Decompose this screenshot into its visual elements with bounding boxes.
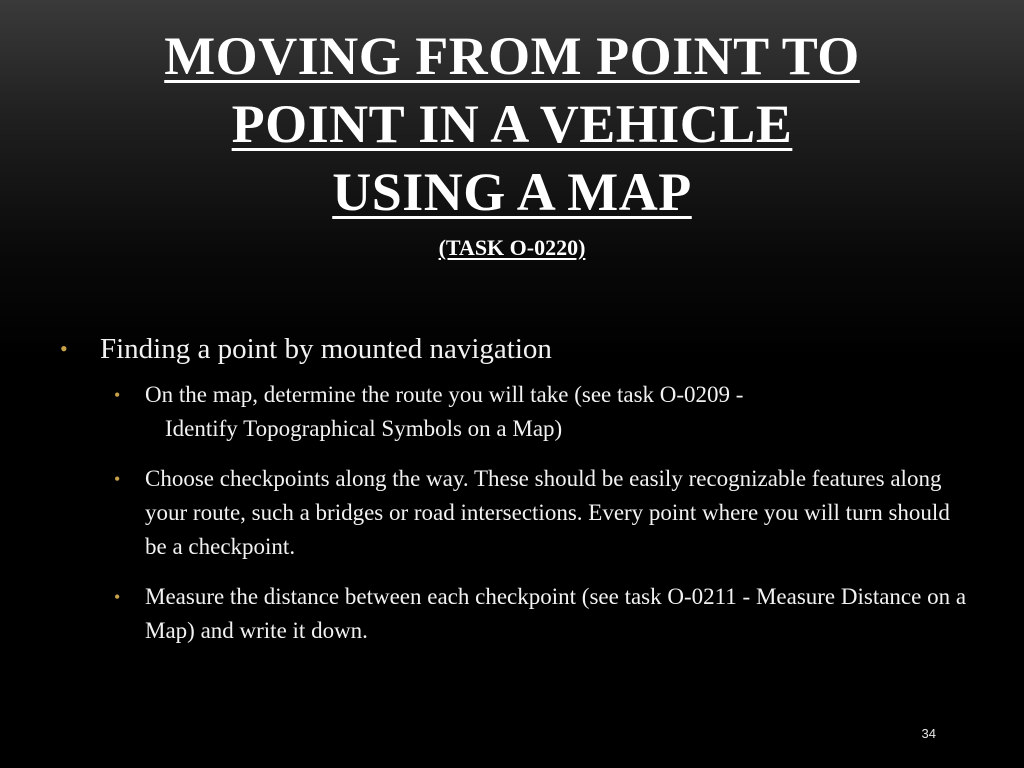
sub-bullet-route-line2: Identify Topographical Symbols on a Map) [165,416,563,441]
bullet-icon: • [114,587,121,607]
title-line-3: USING A MAP [332,162,692,222]
sub-bullet-route-line1: On the map, determine the route you will take (see task O-0209 - [145,382,744,407]
sub-bullet-route [114,378,970,446]
main-bullet-text: Finding a point by mounted navigation [100,333,552,365]
main-bullet [60,330,970,368]
sub-bullet-list [60,378,970,648]
bullet-icon: • [60,336,68,361]
sub-bullet-distance-text: Measure the distance between each checkpoint (see task O-0211 - Measure Distance on a Map) and write it down. [145,584,967,643]
page-number: 34 [921,726,936,741]
sub-bullet-distance [114,580,970,648]
sub-bullet-checkpoints [114,462,970,564]
task-subtitle: (TASK O-0220) [438,235,586,260]
bullet-icon: • [114,385,121,405]
title-line-2: POINT IN A VEHICLE [231,94,793,154]
sub-bullet-checkpoints-text: Choose checkpoints along the way. These should be easily recognizable features along your route, such a bridges or road intersections. Every point where you will turn should be a checkpoint. [145,466,950,559]
title-line-1: MOVING FROM POINT TO [164,26,860,86]
bullet-icon: • [114,469,121,489]
slide-body [60,330,970,664]
slide-title [0,22,1024,262]
